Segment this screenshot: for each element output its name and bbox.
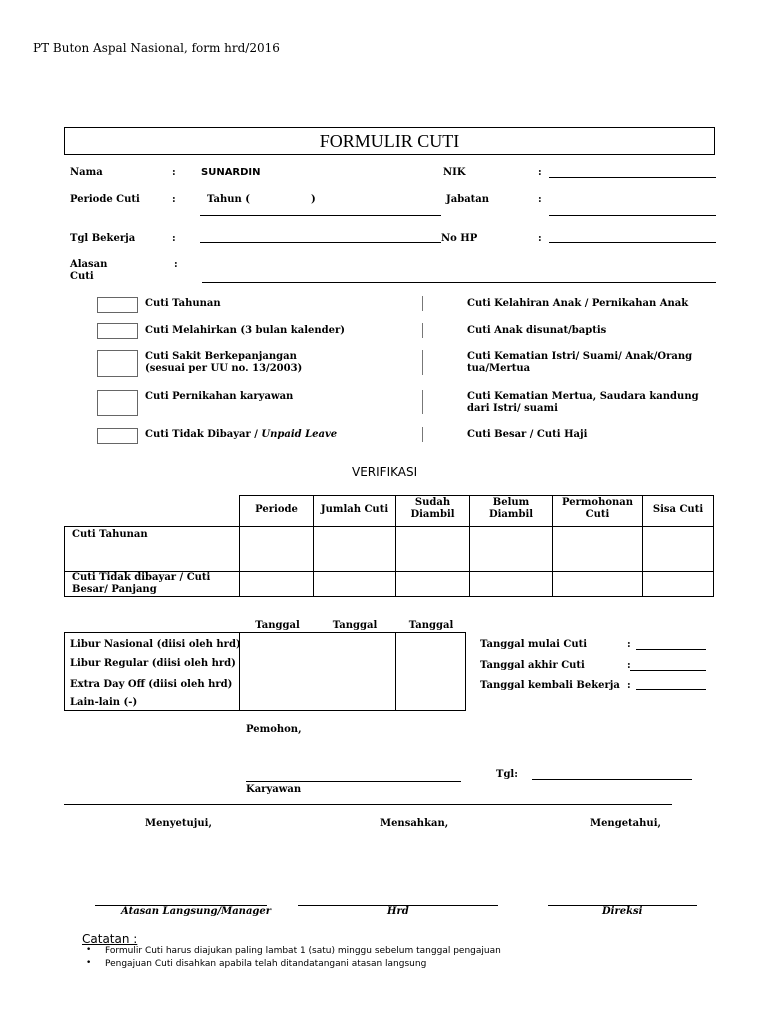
jabatan-label: Jabatan [446, 194, 490, 205]
atasan-label: Atasan Langsung/Manager [121, 906, 272, 917]
checkbox-edge[interactable] [422, 427, 423, 442]
table-cell[interactable] [395, 571, 470, 597]
bullet-icon: • [86, 958, 92, 968]
mensahkan-label: Mensahkan, [380, 818, 449, 829]
col-header: Jumlah Cuti [320, 504, 389, 515]
notes-heading: Catatan : [82, 932, 138, 946]
colon: : [172, 233, 176, 244]
date-right-label: Tanggal akhir Cuti [480, 660, 585, 671]
alasan-label: Alasan Cuti [70, 259, 108, 282]
tgl-bekerja-label: Tgl Bekerja [70, 233, 136, 244]
table-cell[interactable] [642, 571, 714, 597]
leave-type-label: dari Istri/ suami [467, 403, 558, 414]
table-cell[interactable] [313, 571, 396, 597]
table-cell[interactable] [239, 571, 314, 597]
table-cell[interactable] [642, 526, 714, 572]
tahun-close: ) [311, 194, 316, 205]
colon: : [172, 194, 176, 205]
checkbox-cuti-tidak-dibayar[interactable] [97, 428, 138, 444]
checkbox-cuti-sakit[interactable] [97, 350, 138, 377]
colon: : [172, 167, 176, 178]
colon: : [538, 167, 542, 178]
menyetujui-label: Menyetujui, [145, 818, 212, 829]
checkbox-edge[interactable] [422, 323, 423, 338]
tanggal-akhir-field[interactable] [630, 670, 706, 671]
table-cell[interactable] [469, 571, 553, 597]
hrd-label: Hrd [387, 906, 409, 917]
checkbox-edge[interactable] [422, 390, 423, 414]
date-row-label: Libur Regular (diisi oleh hrd) [70, 658, 236, 669]
title-box [64, 127, 715, 155]
table-cell[interactable] [313, 526, 396, 572]
alasan-field[interactable] [202, 282, 716, 283]
table-cell[interactable] [239, 526, 314, 572]
colon: : [538, 233, 542, 244]
row-label: Cuti Tidak dibayar / Cuti Besar/ Panjang [72, 572, 211, 595]
leave-type-label: Cuti Kematian Mertua, Saudara kandung [467, 391, 699, 402]
date-col-header: Tanggal [332, 620, 378, 631]
col-header: Periode [255, 504, 298, 515]
tanggal-mulai-field[interactable] [636, 649, 706, 650]
nama-label: Nama [70, 167, 103, 178]
periode-field[interactable] [200, 215, 441, 216]
pemohon-signature-line[interactable] [246, 781, 461, 782]
date-right-label: Tanggal kembali Bekerja [480, 680, 620, 691]
colon: : [538, 194, 542, 205]
pemohon-label: Pemohon, [246, 724, 302, 735]
table-cell[interactable] [395, 526, 470, 572]
nohp-label: No HP [441, 233, 478, 244]
leave-type-label: (sesuai per UU no. 13/2003) [145, 363, 303, 374]
col-header: Sudah Diambil [410, 497, 455, 520]
jabatan-field[interactable] [549, 215, 716, 216]
form-title: FORMULIR CUTI [319, 131, 460, 151]
checkbox-cuti-melahirkan[interactable] [97, 323, 138, 339]
nik-label: NIK [443, 167, 466, 178]
table-cell[interactable] [469, 526, 553, 572]
tgl-label: Tgl: [496, 769, 518, 780]
leave-type-label: Cuti Sakit Berkepanjangan [145, 351, 297, 362]
colon: : [627, 660, 631, 671]
nama-value[interactable]: SUNARDIN [201, 167, 261, 178]
mengetahui-label: Mengetahui, [590, 818, 661, 829]
table-cell[interactable] [552, 526, 643, 572]
date-row-label: Lain-lain (-) [70, 697, 138, 708]
note-item: Formulir Cuti harus diajukan paling lambat 1 (satu) minggu sebelum tanggal pengajuan [105, 946, 501, 956]
leave-type-label: Cuti Tidak Dibayar / Unpaid Leave [145, 429, 338, 440]
periode-label: Periode Cuti [70, 194, 140, 205]
checkbox-cuti-pernikahan[interactable] [97, 390, 138, 416]
checkbox-edge[interactable] [422, 296, 423, 311]
date-col-header: Tanggal [255, 620, 300, 631]
direksi-label: Direksi [602, 906, 643, 917]
nohp-field[interactable] [549, 242, 716, 243]
colon: : [627, 680, 631, 691]
bullet-icon: • [86, 945, 92, 955]
leave-type-label: Cuti Anak disunat/baptis [467, 325, 607, 336]
leave-type-label: Cuti Kematian Istri/ Suami/ Anak/Orang [467, 351, 693, 362]
col-header: Permohonan Cuti [561, 497, 634, 520]
note-item: Pengajuan Cuti disahkan apabila telah ditandatangani atasan langsung [105, 959, 427, 969]
nik-field[interactable] [549, 177, 716, 178]
leave-type-label: Cuti Melahirkan (3 bulan kalender) [145, 325, 345, 336]
tgl-bekerja-field[interactable] [200, 242, 441, 243]
date-right-label: Tanggal mulai Cuti [480, 639, 588, 650]
date-row-label: Extra Day Off (diisi oleh hrd) [70, 679, 233, 690]
tahun-label: Tahun ( [207, 194, 250, 205]
col-header: Belum Diambil [488, 497, 534, 520]
row-label: Cuti Tahunan [72, 529, 148, 540]
separator-line [64, 804, 672, 805]
leave-type-label: Cuti Kelahiran Anak / Pernikahan Anak [467, 298, 689, 309]
leave-type-label: Cuti Tahunan [145, 298, 221, 309]
karyawan-label: Karyawan [246, 784, 302, 795]
col-header: Sisa Cuti [652, 504, 704, 515]
tanggal-kembali-field[interactable] [636, 689, 706, 690]
tgl-field[interactable] [532, 779, 692, 780]
verifikasi-heading: VERIFIKASI [352, 465, 418, 479]
date-row-label: Libur Nasional (diisi oleh hrd) [70, 639, 241, 650]
checkbox-cuti-tahunan[interactable] [97, 297, 138, 313]
colon: : [627, 639, 631, 650]
leave-type-label: tua/Mertua [467, 363, 531, 374]
leave-type-label: Cuti Besar / Cuti Haji [467, 429, 588, 440]
table-cell[interactable] [552, 571, 643, 597]
colon: : [174, 259, 178, 270]
date-col-header: Tanggal [408, 620, 454, 631]
checkbox-edge[interactable] [422, 350, 423, 375]
company-header: PT Buton Aspal Nasional, form hrd/2016 [33, 41, 280, 55]
divider [395, 632, 396, 711]
leave-type-label: Cuti Pernikahan karyawan [145, 391, 294, 402]
